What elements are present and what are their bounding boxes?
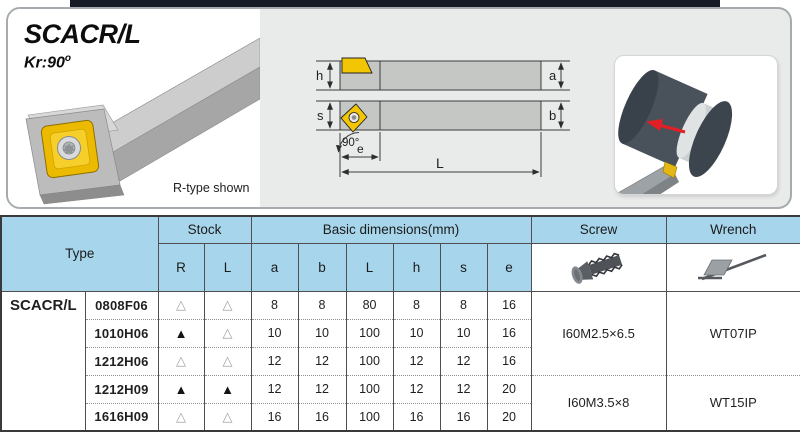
screw-spec-cell: I60M2.5×6.5 [531, 291, 666, 375]
dim-b-cell: 10 [298, 319, 346, 347]
dim-a-cell: 16 [251, 403, 298, 431]
dim-h-cell: 16 [393, 403, 440, 431]
dim-s-cell: 10 [440, 319, 487, 347]
application-render-card [614, 55, 778, 195]
dim-b-label: b [549, 108, 557, 123]
col-header-basic-dimensions: Basic dimensions(mm) [251, 216, 531, 243]
wrench-spec-cell: WT07IP [666, 291, 800, 375]
col-header-wrench: Wrench [666, 216, 800, 243]
brand-cell: SCACR/L [1, 291, 85, 431]
stock-r-cell: △ [158, 347, 204, 375]
dim-e-cell: 20 [487, 403, 531, 431]
dim-L-cell: 100 [346, 347, 393, 375]
dim-b-cell: 12 [298, 375, 346, 403]
wrench-image-cell [666, 243, 800, 291]
spec-table [0, 215, 800, 432]
dim-e-cell: 16 [487, 347, 531, 375]
dim-e-cell: 16 [487, 319, 531, 347]
dimension-drawing [308, 49, 580, 184]
dim-s-cell: 12 [440, 375, 487, 403]
r-type-caption: R-type shown [173, 181, 250, 195]
screw-icon [564, 248, 634, 284]
dim-L-cell: 80 [346, 291, 393, 319]
dim-a-cell: 12 [251, 347, 298, 375]
dim-s-cell: 12 [440, 347, 487, 375]
dim-h-cell: 8 [393, 291, 440, 319]
dim-s-label: s [317, 108, 324, 123]
model-cell: 0808F06 [85, 291, 158, 319]
wrench-spec-cell: WT15IP [666, 375, 800, 431]
stock-r-cell: △ [158, 403, 204, 431]
dim-a-cell: 10 [251, 319, 298, 347]
turning-operation-image [615, 56, 777, 194]
model-cell: 1010H06 [85, 319, 158, 347]
wrench-icon [688, 248, 778, 284]
dim-L-cell: 100 [346, 403, 393, 431]
stock-l-cell: △ [204, 403, 251, 431]
dim-h-cell: 12 [393, 375, 440, 403]
dim-h-label: h [316, 68, 324, 83]
stock-r-cell: △ [158, 291, 204, 319]
stock-l-cell: △ [204, 347, 251, 375]
table-row [1, 375, 800, 403]
stock-l-cell: △ [204, 319, 251, 347]
stock-r-cell: ▲ [158, 319, 204, 347]
stock-l-cell: △ [204, 291, 251, 319]
model-cell: 1212H06 [85, 347, 158, 375]
dim-a-cell: 8 [251, 291, 298, 319]
product-photo-area [8, 9, 260, 207]
stock-r-cell: ▲ [158, 375, 204, 403]
dim-s-cell: 8 [440, 291, 487, 319]
dim-b-cell: 12 [298, 347, 346, 375]
dim-e-cell: 16 [487, 291, 531, 319]
screw-spec-cell: I60M3.5×8 [531, 375, 666, 431]
dim-b-cell: 8 [298, 291, 346, 319]
product-panel [6, 7, 792, 209]
sub-header-a: a [251, 243, 298, 291]
model-cell: 1212H09 [85, 375, 158, 403]
col-header-type: Type [1, 216, 158, 291]
angle-label: 90° [342, 137, 360, 149]
dim-a-label: a [549, 68, 557, 83]
dim-a-cell: 12 [251, 375, 298, 403]
sub-header-s: s [440, 243, 487, 291]
sub-header-R: R [158, 243, 204, 291]
stock-l-cell: ▲ [204, 375, 251, 403]
sub-header-L: L [346, 243, 393, 291]
dim-b-cell: 16 [298, 403, 346, 431]
dim-h-cell: 12 [393, 347, 440, 375]
dim-L-cell: 100 [346, 319, 393, 347]
table-row [1, 291, 800, 319]
dim-s-cell: 16 [440, 403, 487, 431]
sub-header-h: h [393, 243, 440, 291]
dim-L-cell: 100 [346, 375, 393, 403]
col-header-stock: Stock [158, 216, 251, 243]
insert-side-view [342, 58, 372, 73]
sub-header-b: b [298, 243, 346, 291]
dim-h-cell: 10 [393, 319, 440, 347]
dim-L-label: L [436, 155, 444, 171]
col-header-screw: Screw [531, 216, 666, 243]
dim-e-label: e [357, 142, 364, 156]
sub-header-L-stock: L [204, 243, 251, 291]
model-cell: 1616H09 [85, 403, 158, 431]
sub-header-e: e [487, 243, 531, 291]
top-accent-bar [70, 0, 720, 7]
dim-e-cell: 20 [487, 375, 531, 403]
screw-image-cell [531, 243, 666, 291]
page-title: SCACR/L [24, 19, 141, 49]
entering-angle-label: Kr:90$^o$ [24, 53, 72, 72]
